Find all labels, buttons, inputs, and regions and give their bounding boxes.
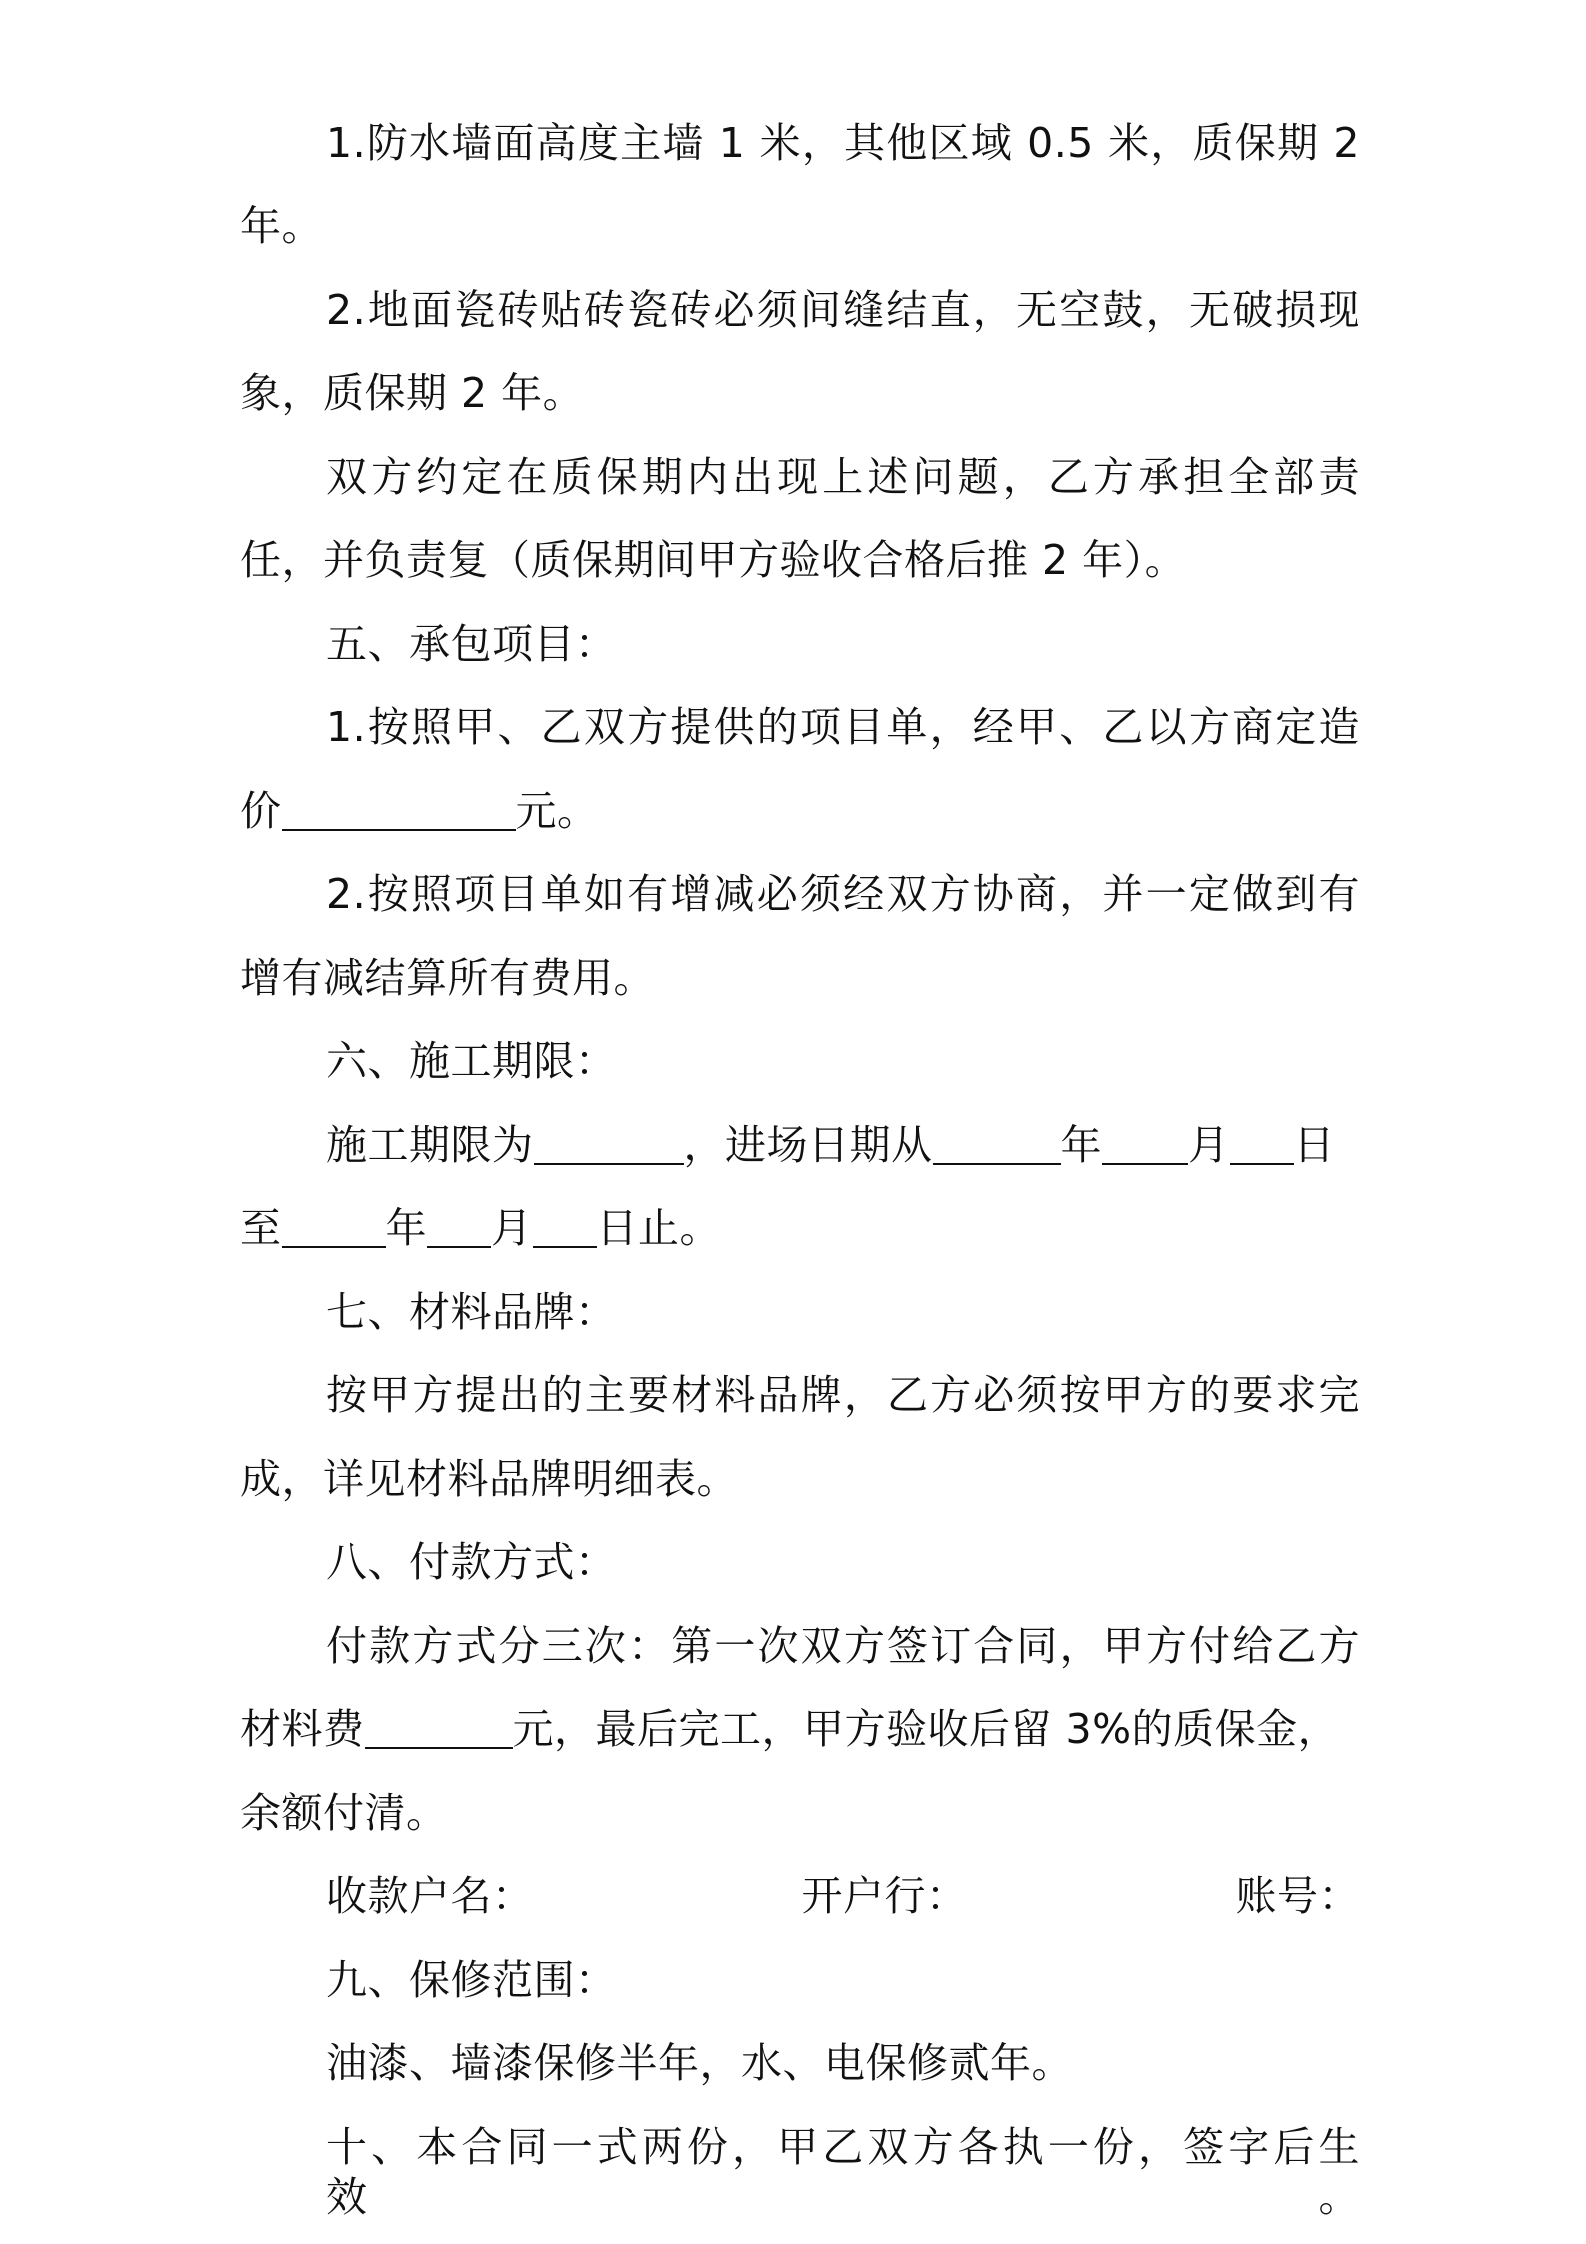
para-items-2-line2: 增有减结算所有费用。: [240, 954, 655, 1002]
material-fee-label: 材料费: [240, 1705, 365, 1753]
heading-construction-period: 六、施工期限：: [326, 1037, 617, 1085]
start-year-blank[interactable]: [933, 1123, 1061, 1165]
para-waterproof-line2: 年。: [240, 202, 323, 250]
para-period-line2: [240, 1203, 1360, 1253]
para-payment-line1: 付款方式分三次：第一次双方签订合同，甲方付给乙方: [326, 1622, 1360, 1670]
para-tile-line2: 象，质保期 2 年。: [240, 369, 585, 417]
material-fee-blank[interactable]: [365, 1707, 513, 1749]
entry-date-label: ，进场日期从: [683, 1121, 933, 1169]
heading-material-brand: 七、材料品牌：: [326, 1288, 617, 1336]
para-items-1-line2: [240, 786, 1360, 836]
para-brand-line1: 按甲方提出的主要材料品牌，乙方必须按甲方的要求完: [326, 1371, 1360, 1419]
heading-payment-method: 八、付款方式：: [326, 1538, 617, 1586]
end-date-label: 至: [240, 1204, 282, 1252]
account-number-label: 账号：: [1235, 1872, 1360, 1920]
start-year-label: 年: [1060, 1121, 1102, 1169]
start-month-label: 月: [1188, 1121, 1230, 1169]
end-year-label: 年: [385, 1204, 427, 1252]
start-day-label: 日: [1293, 1121, 1335, 1169]
para-warranty-line1: 双方约定在质保期内出现上述问题，乙方承担全部责: [326, 453, 1360, 501]
account-info-row: [240, 1871, 1360, 1921]
para-period-line1: [240, 1120, 1360, 1170]
para-waterproof-line1: 1.防水墙面高度主墙 1 米，其他区域 0.5 米，质保期 2: [326, 119, 1360, 167]
start-day-blank[interactable]: [1230, 1123, 1294, 1165]
para-items-2-line1: 2.按照项目单如有增减必须经双方协商，并一定做到有: [326, 870, 1360, 918]
heading-contract-copies: 十、本合同一式两份，甲乙双方各执一份，签字后生效。: [326, 2123, 1360, 2221]
para-warranty-line2: 任，并负责复（质保期间甲方验收合格后推 2 年）。: [240, 536, 1187, 584]
account-name-label: 收款户名：: [326, 1872, 534, 1920]
heading-contract-items: 五、承包项目：: [326, 620, 617, 668]
para-brand-line2: 成，详见材料品牌明细表。: [240, 1455, 738, 1503]
end-month-blank[interactable]: [427, 1206, 491, 1248]
para-payment-line3: 余额付清。: [240, 1789, 448, 1837]
para-items-1-line1: 1.按照甲、乙双方提供的项目单，经甲、乙以方商定造: [326, 703, 1360, 751]
end-year-blank[interactable]: [282, 1206, 386, 1248]
price-unit: 元。: [515, 787, 599, 835]
account-bank-label: 开户行：: [801, 1872, 968, 1920]
end-month-label: 月: [491, 1204, 533, 1252]
price-blank[interactable]: [282, 789, 516, 831]
heading-warranty-scope: 九、保修范围：: [326, 1956, 617, 2004]
para-payment-line2: [240, 1704, 1360, 1754]
payment-terms-text: 元，最后完工，甲方验收后留 3%的质保金，: [512, 1705, 1340, 1753]
end-day-blank[interactable]: [533, 1206, 597, 1248]
para-warranty-scope: 油漆、墙漆保修半年，水、电保修贰年。: [326, 2039, 1073, 2087]
para-tile-line1: 2.地面瓷砖贴砖瓷砖必须间缝结直，无空鼓，无破损现: [326, 286, 1360, 334]
end-day-label: 日止。: [596, 1204, 721, 1252]
period-label: 施工期限为: [326, 1121, 534, 1169]
start-month-blank[interactable]: [1102, 1123, 1188, 1165]
period-blank[interactable]: [534, 1123, 684, 1165]
price-label: 价: [240, 787, 282, 835]
